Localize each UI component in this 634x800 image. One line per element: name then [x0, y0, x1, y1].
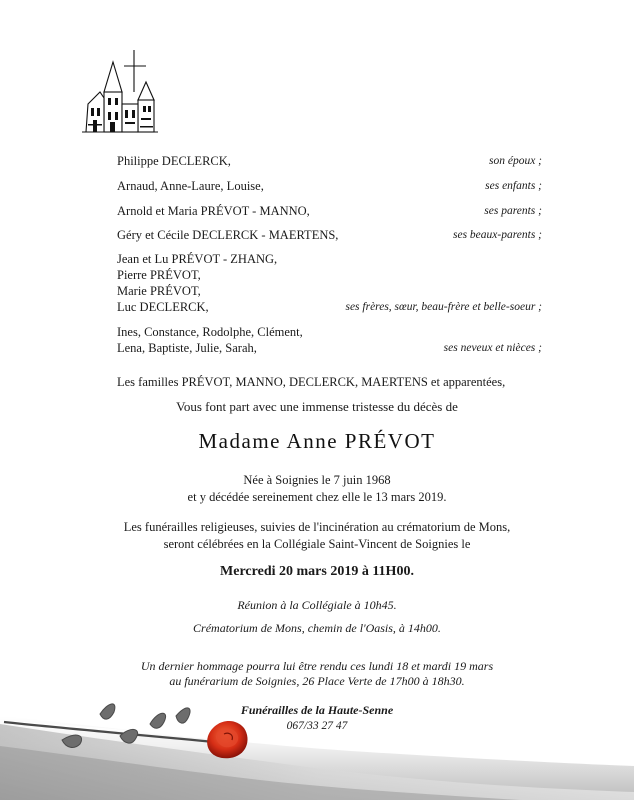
homage-line-1: Un dernier hommage pourra lui être rendu ces lundi 18 et mardi 19 mars [140, 659, 494, 673]
birth-line: Née à Soignies le 7 juin 1968 [243, 473, 391, 487]
family-names: Arnaud, Anne-Laure, Louise, [117, 179, 264, 193]
funeral-home-name: Funérailles de la Haute-Senne [240, 703, 394, 717]
family-names: Géry et Cécile DECLERCK - MAERTENS, [117, 228, 339, 242]
family-relation: ses enfants ; [485, 180, 542, 192]
death-line: et y décédée sereinement chez elle le 13 mars 2019. [187, 490, 447, 504]
family-row [117, 153, 542, 169]
family-relation: son époux ; [488, 155, 542, 167]
family-names: Ines, Constance, Rodolphe, Clément, [117, 325, 303, 339]
family-names: Luc DECLERCK, [117, 300, 209, 314]
funeral-line-2: seront célébrées en la Collégiale Saint-Vincent de Soignies le [163, 537, 471, 551]
announcement: Vous font part avec une immense tristesse du décès de [176, 399, 458, 414]
family-row [117, 227, 542, 243]
family-names: Jean et Lu PRÉVOT - ZHANG, [117, 252, 278, 266]
crematorium-line: Crématorium de Mons, chemin de l'Oasis, à 14h00. [193, 621, 441, 635]
reunion-line: Réunion à la Collégiale à 10h45. [237, 598, 397, 612]
family-relation: ses parents ; [484, 205, 542, 217]
families-line: Les familles PRÉVOT, MANNO, DECLERCK, MAERTENS et apparentées, [117, 375, 506, 389]
family-row [117, 203, 542, 219]
family-row [117, 178, 542, 194]
homage-line-2: au funérarium de Soignies, 26 Place Verte de 17h00 à 18h30. [169, 674, 465, 688]
deceased-name: Madame Anne PRÉVOT [198, 429, 436, 453]
family-names: Arnold et Maria PRÉVOT - MANNO, [117, 204, 310, 218]
funeral-date: Mercredi 20 mars 2019 à 11H00. [220, 564, 414, 579]
family-row [117, 251, 542, 315]
family-relation: ses neveux et nièces ; [443, 342, 542, 354]
church-icon [80, 48, 160, 134]
family-names: Pierre PRÉVOT, [117, 268, 201, 282]
family-names: Marie PRÉVOT, [117, 284, 201, 298]
family-names: Lena, Baptiste, Julie, Sarah, [117, 341, 257, 355]
family-names: Philippe DECLERCK, [117, 154, 231, 168]
funeral-home-phone: 067/33 27 47 [286, 720, 348, 732]
family-relation: ses frères, sœur, beau-frère et belle-soeur ; [345, 301, 542, 313]
funeral-line-1: Les funérailles religieuses, suivies de l'incinération au crématorium de Mons, [123, 520, 511, 534]
family-relation: ses beaux-parents ; [453, 229, 542, 241]
family-row [117, 324, 542, 356]
